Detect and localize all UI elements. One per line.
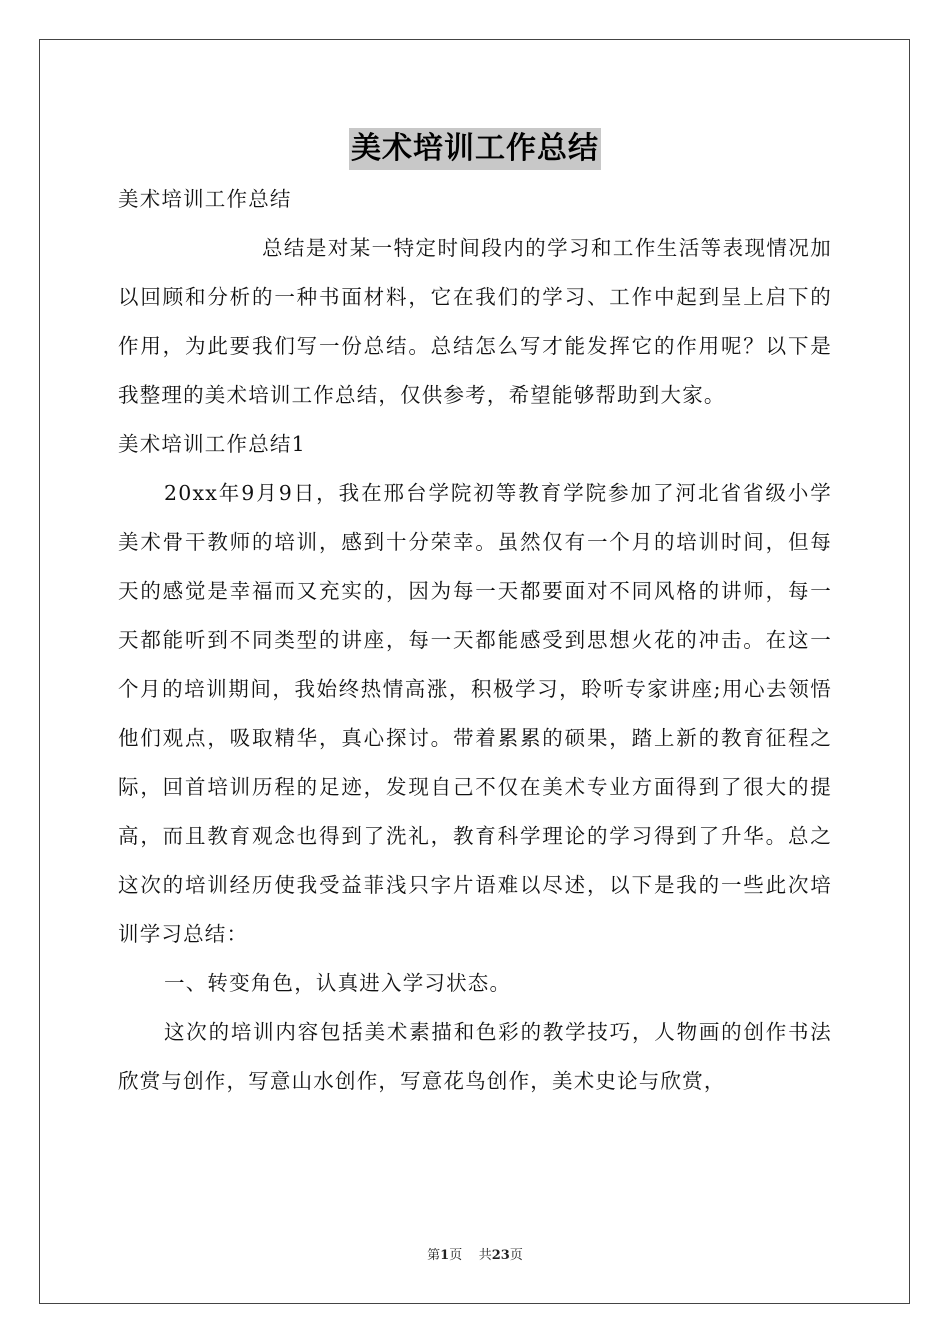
- document-body: [118, 175, 832, 1106]
- total-pages: 23: [491, 1248, 510, 1263]
- list-heading: 一、转变角色，认真进入学习状态。: [164, 971, 512, 995]
- body-paragraph: 这次的培训内容包括美术素描和色彩的教学技巧，人物画的创作书法欣赏与创作，写意山水创作，写意花鸟创作，美术史论与欣赏，: [118, 1020, 832, 1093]
- subtitle-paragraph: 美术培训工作总结: [118, 187, 292, 211]
- total-suffix: 页: [509, 1248, 523, 1263]
- section-heading: 美术培训工作总结1: [118, 432, 306, 456]
- page-prefix: 第: [427, 1248, 441, 1263]
- title-container: [0, 128, 950, 170]
- page-suffix: 页: [449, 1248, 463, 1263]
- document-title: 美术培训工作总结: [349, 128, 601, 170]
- total-prefix: 共: [478, 1248, 492, 1263]
- page-footer: [0, 1247, 950, 1265]
- page-number: 1: [440, 1248, 450, 1263]
- body-paragraph: 20xx年9月9日，我在邢台学院初等教育学院参加了河北省省级小学美术骨干教师的培训，感到十分荣幸。虽然仅有一个月的培训时间，但每天的感觉是幸福而又充实的，因为每一天都要面对不同风格的讲师，每一天都能听到不同类型的讲座，每一天都能感受到思想火花的冲击。在这一个月的培训期间，我始终热情高涨，积极学习，聆听专家讲座;用心去领悟他们观点，吸取精华，真心探讨。带着累累的硕果，踏上新的教育征程之际，回首培训历程的足迹，发现自己不仅在美术专业方面得到了很大的提高，而且教育观念也得到了洗礼，教育科学理论的学习得到了升华。总之这次的培训经历使我受益菲浅只字片语难以尽述，以下是我的一些此次培训学习总结：: [118, 481, 832, 946]
- intro-paragraph: 总结是对某一特定时间段内的学习和工作生活等表现情况加以回顾和分析的一种书面材料，它在我们的学习、工作中起到呈上启下的作用，为此要我们写一份总结。总结怎么写才能发挥它的作用呢？以下是我整理的美术培训工作总结，仅供参考，希望能够帮助到大家。: [118, 236, 832, 407]
